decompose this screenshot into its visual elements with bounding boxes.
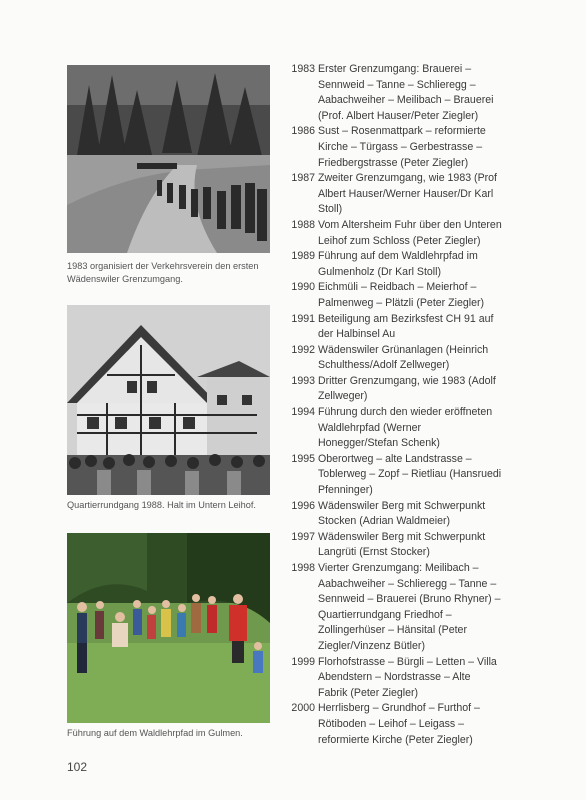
entry-year: 1995 — [291, 452, 315, 465]
entry-text: Beteiligung am Bezirksfest CH 91 auf der Halbinsel Au — [318, 312, 494, 341]
page-number: 102 — [67, 760, 88, 774]
chronicle-entry — [284, 655, 502, 702]
chronicle-entry — [284, 62, 502, 124]
chronicle-entry — [284, 374, 502, 405]
entry-year: 1991 — [291, 312, 315, 325]
chronicle-entry — [284, 280, 502, 311]
entry-year: 1997 — [291, 530, 315, 543]
chronicle-entry — [284, 405, 502, 452]
entry-text: Führung auf dem Waldlehrpfad im Gulmenholz (Dr Karl Stoll) — [318, 250, 478, 278]
entry-text: Wädenswiler Berg mit Schwerpunkt Langrüti (Ernst Stocker) — [318, 530, 486, 559]
entry-year: 1986 — [291, 125, 315, 138]
chronicle-entry — [284, 171, 502, 218]
entry-year: 1993 — [291, 374, 315, 387]
photo-caption: 1983 organisiert der Verkehrsverein den ersten Wädenswiler Grenzumgang. — [67, 261, 259, 284]
entry-text: Vom Altersheim Fuhr über den Unteren Leihof zum Schloss (Peter Ziegler) — [318, 218, 502, 247]
entry-text: Eichmüli – Reidbach – Meierhof – Palmenweg – Plätzli (Peter Ziegler) — [318, 281, 485, 309]
entry-text: Zweiter Grenzumgang, wie 1983 (Prof Albert Hauser/Werner Hauser/Dr Karl Stoll) — [318, 172, 497, 216]
entry-year: 1988 — [291, 218, 315, 231]
chronicle-entry — [284, 499, 502, 530]
entry-year: 2000 — [291, 702, 315, 715]
chronicle-entry — [284, 249, 502, 280]
entry-text: Florhofstrasse – Bürgli – Letten – Villa Abendstern – Nordstrasse – Alte Fabrik (Peter Ziegler) — [318, 655, 497, 699]
chronicle-entry — [284, 218, 502, 249]
entry-text: Erster Grenzumgang: Brauerei – Sennweid – Tanne – Schlieregg – Aabachweiher – Meilibach – Brauerei (Prof. Albert Hauser/Peter Ziegler) — [318, 63, 494, 122]
entry-text: Dritter Grenzumgang, wie 1983 (Adolf Zellweger) — [318, 374, 496, 403]
chronicle-entry — [284, 124, 502, 171]
entry-text: Vierter Grenzumgang: Meilibach – Aabachweiher – Schlieregg – Tanne – Sennweid – Brauerei (Bruno Rhyner) – Quartierrundgang Friedhof – Zollingerhüser – Hänsital (Peter Ziegler/Vinzenz Bütler) — [318, 562, 501, 652]
entry-text: Wädenswiler Grünanlagen (Heinrich Schulthess/Adolf Zellweger) — [318, 343, 489, 372]
photo-leihof-1988 — [67, 305, 270, 495]
chronicle-entry — [284, 343, 502, 374]
entry-year: 1994 — [291, 406, 315, 419]
entry-year: 1996 — [291, 499, 315, 512]
photo-waldlehrpfad — [67, 533, 270, 723]
chronicle-entry — [284, 701, 502, 748]
photo-grenzumgang-1983 — [67, 65, 270, 253]
entry-year: 1983 — [291, 63, 315, 75]
entry-year: 1998 — [291, 562, 315, 574]
entry-year: 1989 — [291, 250, 315, 263]
entry-text: Oberortweg – alte Landstrasse – Toblerweg – Zopf – Rietliau (Hansruedi Pfenninger) — [318, 452, 502, 497]
chronicle-entry — [284, 561, 502, 655]
entry-text: Sust – Rosenmattpark – reformierte Kirche – Türgass – Gerbestrasse – Friedbergstrasse (Peter Ziegler) — [318, 125, 486, 169]
entry-year: 1999 — [291, 655, 315, 668]
photo-caption: Führung auf dem Waldlehrpfad im Gulmen. — [67, 728, 243, 738]
entry-text: Wädenswiler Berg mit Schwerpunkt Stocken (Adrian Waldmeier) — [318, 499, 486, 528]
chronicle-entry — [284, 312, 502, 343]
chronicle-list — [284, 62, 502, 748]
entry-year: 1987 — [291, 172, 315, 185]
chronicle-entry — [284, 452, 502, 499]
entry-text: Herrlisberg – Grundhof – Furthof – Rötiboden – Leihof – Leigass – reformierte Kirche (Peter Ziegler) — [318, 702, 480, 746]
entry-year: 1990 — [291, 281, 315, 294]
entry-year: 1992 — [291, 343, 315, 356]
chronicle-entry — [284, 530, 502, 561]
photo-caption: Quartierrundgang 1988. Halt im Untern Leihof. — [67, 500, 256, 510]
entry-text: Führung durch den wieder eröffneten Waldlehrpfad (Werner Honegger/Stefan Schenk) — [318, 406, 493, 450]
